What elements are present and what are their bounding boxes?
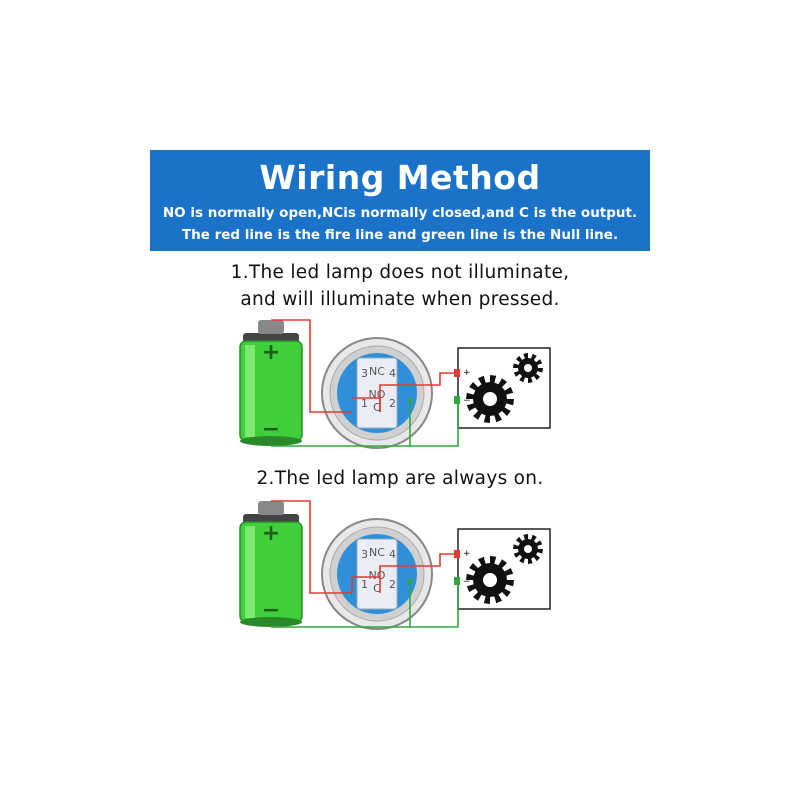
- wiring-diagram-2: [240, 501, 550, 629]
- switch-icon: [322, 338, 432, 448]
- pin-no-label: NO: [368, 388, 386, 401]
- pin-3-label: 3: [361, 548, 368, 561]
- load-plus-label: +: [463, 368, 471, 378]
- small-gear-hub: [524, 545, 532, 553]
- load-plus-terminal: [454, 369, 460, 377]
- pin-no-label: NO: [368, 569, 386, 582]
- null-junction: [408, 398, 413, 403]
- load-minus-terminal: [454, 577, 460, 585]
- load-box: [454, 348, 550, 428]
- battery-terminal: [258, 320, 284, 334]
- scenario-1-caption-line-2: and will illuminate when pressed.: [240, 289, 560, 310]
- pin-1-label: 1: [361, 578, 368, 591]
- load-minus-label: −: [463, 577, 471, 587]
- battery-plus-sign: +: [261, 521, 281, 546]
- scenario-1-caption-line-1: 1.The led lamp does not illuminate,: [230, 262, 570, 283]
- battery-highlight: [245, 526, 255, 618]
- load-plus-terminal: [454, 550, 460, 558]
- load-plus-label: +: [463, 549, 471, 559]
- battery-minus-sign: −: [261, 598, 281, 623]
- banner-note-line-1: NO is normally open,NCis normally closed,and C is the output.: [162, 205, 638, 221]
- wiring-diagram-1: [240, 320, 550, 448]
- pin-2-label: 2: [389, 397, 396, 410]
- load-box: [454, 529, 550, 609]
- battery-icon: [240, 501, 302, 627]
- battery-icon: [240, 320, 302, 446]
- battery-terminal: [258, 501, 284, 515]
- pin-c-label: C: [373, 582, 381, 595]
- pin-c-label: C: [373, 401, 381, 414]
- battery-plus-sign: +: [261, 340, 281, 365]
- pin-4-label: 4: [389, 367, 396, 380]
- pin-4-label: 4: [389, 548, 396, 561]
- pin-3-label: 3: [361, 367, 368, 380]
- banner-title: Wiring Method: [259, 158, 541, 197]
- battery-minus-sign: −: [261, 417, 281, 442]
- battery-highlight: [245, 345, 255, 437]
- small-gear-hub: [524, 364, 532, 372]
- pin-1-label: 1: [361, 397, 368, 410]
- large-gear-hub: [483, 573, 497, 587]
- load-minus-terminal: [454, 396, 460, 404]
- load-minus-label: −: [463, 396, 471, 406]
- scenario-2-caption: 2.The led lamp are always on.: [256, 468, 544, 489]
- banner-note-line-2: The red line is the fire line and green line is the Null line.: [181, 227, 619, 243]
- switch-icon: [322, 519, 432, 629]
- pin-nc-label: NC: [369, 546, 385, 559]
- pin-2-label: 2: [389, 578, 396, 591]
- large-gear-hub: [483, 392, 497, 406]
- null-junction: [408, 579, 413, 584]
- pin-nc-label: NC: [369, 365, 385, 378]
